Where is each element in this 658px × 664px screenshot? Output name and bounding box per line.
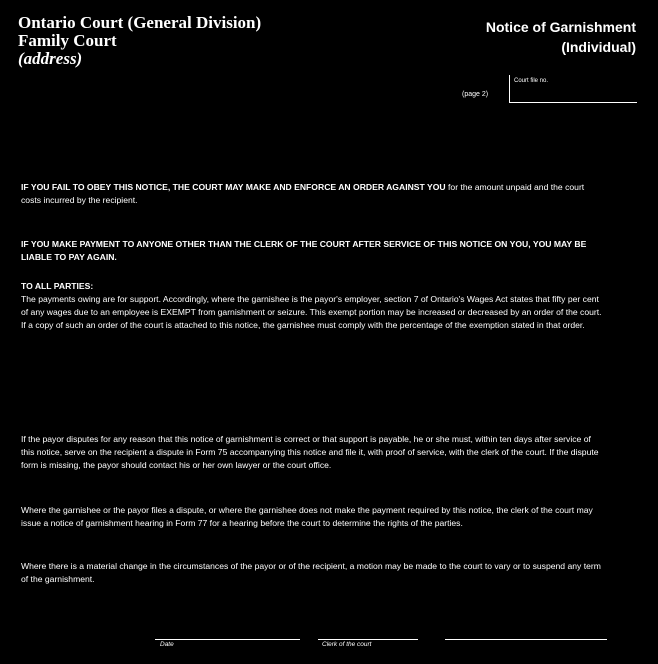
warning-paragraph-2	[21, 238, 606, 264]
hearing-paragraph: Where the garnishee or the payor files a dispute, or where the garnishee does not make the payment required by this notice, the clerk of the court may issue a notice of garnishment hearing in Form 77 for a hearing before the court to determine the rights of the parties.	[21, 505, 593, 529]
warning-1-text: for the amount unpaid and the court costs incurred by the recipient.	[21, 182, 585, 206]
clerk-label: Clerk of the court	[322, 641, 372, 648]
form-title	[486, 17, 636, 57]
date-signature-line[interactable]	[155, 639, 300, 640]
signature-line[interactable]	[445, 639, 607, 640]
to-all-parties-section	[21, 280, 606, 332]
form-title-main: Notice of Garnishment	[485, 19, 636, 35]
clerk-signature-line[interactable]	[318, 639, 418, 640]
court-name: Ontario Court (General Division)	[18, 13, 262, 32]
court-address: (address)	[18, 49, 83, 68]
court-file-number-label: Court file no.	[514, 78, 549, 84]
court-file-number-field[interactable]	[509, 75, 637, 103]
page-number: (page 2)	[462, 91, 489, 98]
to-all-parties-heading: TO ALL PARTIES:	[21, 281, 94, 291]
form-title-sub: (Individual)	[561, 39, 636, 55]
to-all-parties-text: The payments owing are for support. Accordingly, where the garnishee is the payor's employer, section 7 of Ontario's Wages Act states that fifty per cent of any wages due to an employee is EXEMPT from garnishment or seizure. This exempt portion may be increased or decreased by an order of the court. If a copy of such an order of the court is attached to this notice, the garnishee must comply with the percentage of the exemption stated in that order.	[21, 294, 602, 331]
warning-1-bold: IF YOU FAIL TO OBEY THIS NOTICE, THE COURT MAY MAKE AND ENFORCE AN ORDER AGAINST YOU	[21, 182, 446, 192]
date-label: Date	[160, 641, 174, 648]
variation-paragraph: Where there is a material change in the circumstances of the payor or of the recipient, a motion may be made to the court to vary or to suspend any term of the garnishment.	[21, 561, 601, 585]
court-branch: Family Court	[18, 31, 117, 50]
dispute-paragraph: If the payor disputes for any reason that this notice of garnishment is correct or that support is payable, he or she must, within ten days after service of this notice, serve on the recipient a dispute in Form 75 accompanying this notice and file it, with proof of service, with the clerk of the court. If the dispute form is missing, the payor should contact his or her own lawyer or the court office.	[21, 434, 599, 471]
warning-paragraph-1	[21, 181, 606, 207]
warning-2-bold: IF YOU MAKE PAYMENT TO ANYONE OTHER THAN THE CLERK OF THE COURT AFTER SERVICE OF THIS NOTICE ON YOU, YOU MAY BE LIABLE TO PAY AGAIN.	[21, 239, 587, 263]
court-heading	[18, 14, 261, 68]
